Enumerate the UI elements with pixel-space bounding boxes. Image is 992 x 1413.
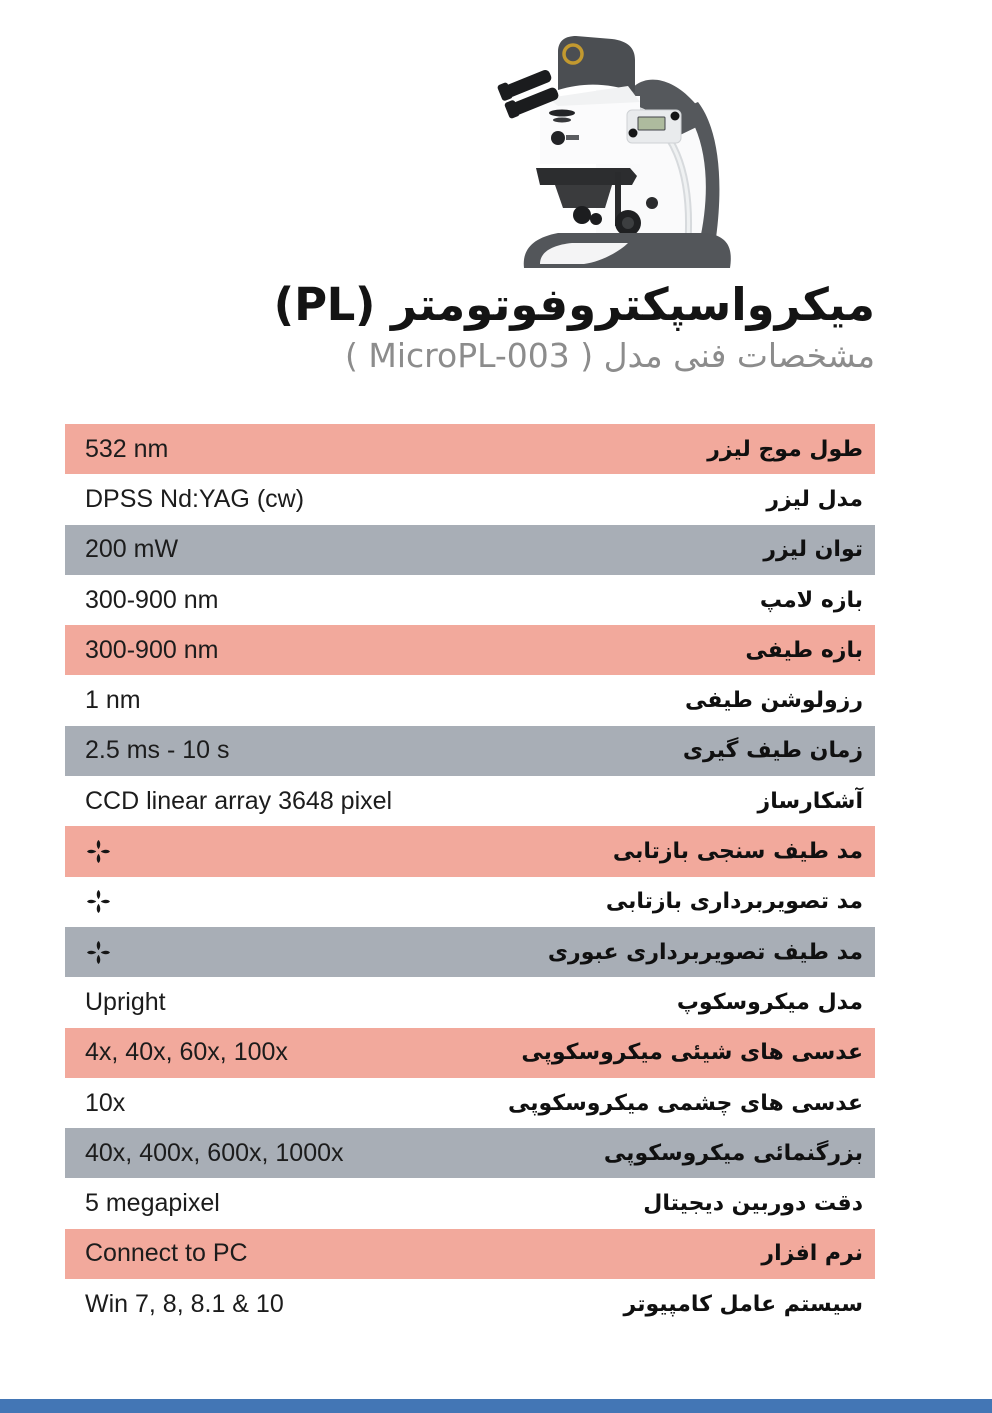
spec-value: 300-900 nm: [85, 635, 219, 664]
spec-row: [65, 625, 875, 675]
spec-row: [65, 1178, 875, 1228]
spec-label: عدسی های چشمی میکروسکوپی: [507, 1090, 863, 1116]
spec-label: بازه طیفی: [745, 637, 863, 663]
spec-value: Win 7, 8, 8.1 & 10: [85, 1289, 284, 1318]
spec-value: 5 megapixel: [85, 1189, 220, 1218]
spec-label: توان لیزر: [763, 537, 863, 563]
spec-value: 300-900 nm: [85, 585, 219, 614]
spec-row: [65, 726, 875, 776]
spec-row: [65, 1128, 875, 1178]
title-block: [75, 280, 875, 374]
spec-value: Connect to PC: [85, 1239, 248, 1268]
microscope-illustration: [478, 10, 778, 280]
spec-row: [65, 1279, 875, 1329]
spec-label: عدسی های شیئی میکروسکوپی: [521, 1040, 863, 1066]
spec-row: [65, 927, 875, 977]
spec-label: مد تصویربرداری بازتابی: [605, 889, 863, 915]
spec-label: طول موج لیزر: [707, 436, 863, 462]
four-petal-asterisk-icon: [65, 888, 112, 915]
spec-label: مدل لیزر: [766, 486, 863, 512]
spec-label: بزرگنمائی میکروسکوپی: [603, 1140, 863, 1166]
footer-bar: [0, 1399, 992, 1413]
spec-value: 532 nm: [85, 434, 169, 463]
spec-row: [65, 977, 875, 1027]
spec-label: سیستم عامل کامپیوتر: [623, 1291, 863, 1317]
microscope-product-photo: [478, 10, 778, 280]
spec-label: مد طیف سنجی بازتابی: [612, 839, 863, 865]
four-petal-asterisk-icon: [65, 838, 112, 865]
spec-label: آشکارساز: [757, 788, 863, 814]
spec-value: 200 mW: [85, 535, 179, 564]
spec-table: [65, 424, 875, 1329]
spec-label: مدل میکروسکوپ: [676, 989, 863, 1015]
spec-label: زمان طیف گیری: [682, 738, 863, 764]
spec-row: [65, 474, 875, 524]
spec-row: [65, 1229, 875, 1279]
spec-label: مد طیف تصویربرداری عبوری: [547, 939, 863, 965]
lcd-panel: [627, 110, 681, 143]
spec-label: نرم افزار: [761, 1241, 863, 1267]
spec-value: 1 nm: [85, 686, 141, 715]
spec-row: [65, 1028, 875, 1078]
spec-label: رزولوشن طیفی: [685, 688, 863, 714]
page-title: میکرواسپکتروفوتومتر (PL): [273, 278, 875, 331]
spec-value: DPSS Nd:YAG (cw): [85, 484, 305, 513]
page-subtitle: مشخصات فنی مدل ( MicroPL-003 ): [345, 335, 875, 375]
spec-label: بازه لامپ: [759, 587, 863, 613]
spec-row: [65, 1078, 875, 1128]
spec-value: CCD linear array 3648 pixel: [85, 786, 393, 815]
spec-row: [65, 525, 875, 575]
spec-value: 40x, 400x, 600x, 1000x: [85, 1138, 344, 1167]
spec-row: [65, 675, 875, 725]
spec-row: [65, 826, 875, 876]
spec-row: [65, 877, 875, 927]
spec-row: [65, 776, 875, 826]
four-petal-asterisk-icon: [65, 939, 112, 966]
spec-row: [65, 575, 875, 625]
spec-value: 4x, 40x, 60x, 100x: [85, 1038, 288, 1067]
spec-value: 2.5 ms - 10 s: [85, 736, 230, 765]
spec-row: [65, 424, 875, 474]
spec-value: Upright: [85, 987, 166, 1016]
spec-value: 10x: [85, 1088, 126, 1117]
spec-label: دقت دوربین دیجیتال: [643, 1191, 863, 1217]
